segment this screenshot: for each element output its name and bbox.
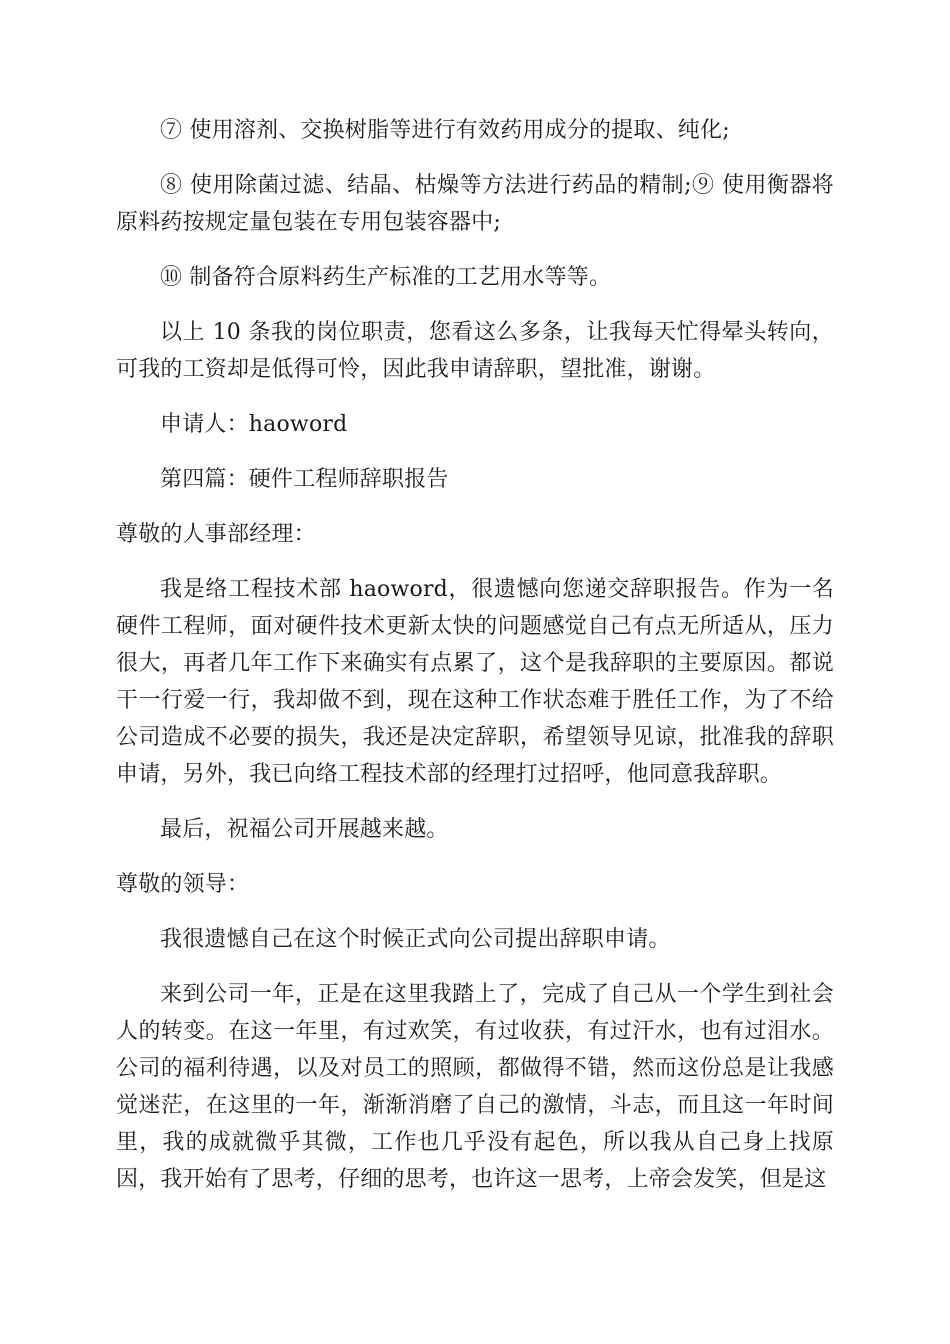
paragraph-resignation-request: 我很遗憾自己在这个时候正式向公司提出辞职申请。 (160, 927, 671, 952)
applicant-line: 申请人：haoword (160, 412, 348, 437)
paragraph-resignation-reason: 我是络工程技术部 haoword，很遗憾向您递交辞职报告。作为一名硬件工程师，面对硬件技术更新太快的问题感觉自己有点无所适从，压力很大，再者几年工作下来确实有点累了，这个是我辞职的主要原因。都说干一行爱一行，我却做不到，现在这种工作状态难于胜任工作，为了不给公司造成不必要的损失，我还是决定辞职，希望领导见谅，批准我的辞职申请，另外，我已向络工程技术部的经理打过招呼，他同意我辞职。 (116, 577, 834, 787)
salutation-hr-manager: 尊敬的人事部经理： (116, 522, 316, 547)
document-body (116, 112, 834, 1216)
paragraph-step-10: ⑩ 制备符合原料药生产标准的工艺用水等等。 (160, 265, 612, 290)
section-title: 第四篇：硬件工程师辞职报告 (160, 467, 449, 492)
paragraph-step-7: ⑦ 使用溶剂、交换树脂等进行有效药用成分的提取、纯化; (160, 118, 730, 143)
closing-blessing: 最后，祝福公司开展越来越。 (160, 817, 449, 842)
paragraph-one-year-reflection: 来到公司一年，正是在这里我踏上了，完成了自己从一个学生到社会人的转变。在这一年里，有过欢笑，有过收获，有过汗水，也有过泪水。公司的福利待遇，以及对员工的照顾，都做得不错，然而这份总是让我感觉迷茫，在这里的一年，渐渐消磨了自己的激情，斗志，而且这一年时间里，我的成就微乎其微，工作也几乎没有起色，所以我从自己身上找原因，我开始有了思考，仔细的思考，也许这一思考，上帝会发笑，但是这 (116, 982, 834, 1192)
salutation-leader: 尊敬的领导： (116, 872, 250, 897)
paragraph-duties-summary: 以上 10 条我的岗位职责，您看这么多条，让我每天忙得晕头转向，可我的工资却是低得可怜，因此我申请辞职，望批准，谢谢。 (116, 320, 834, 382)
paragraph-step-8-9: ⑧ 使用除菌过滤、结晶、枯燥等方法进行药品的精制;⑨ 使用衡器将原料药按规定量包装在专用包装容器中; (116, 173, 834, 235)
